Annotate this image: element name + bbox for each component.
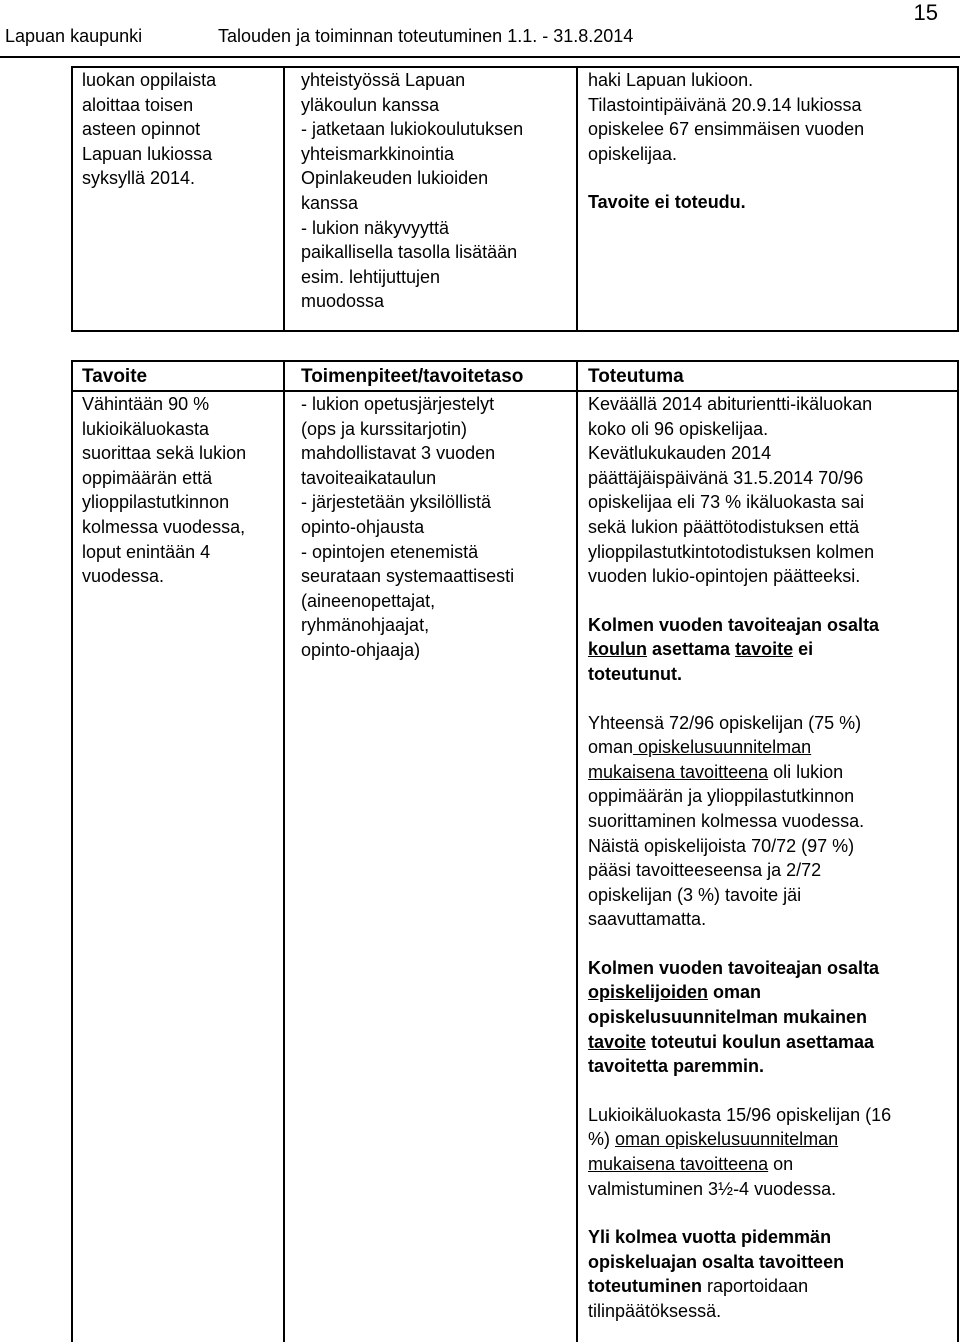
result-cell-continued: haki Lapuan lukioon. Tilastointipäivänä 20.9.14 lukiossa opiskelee 67 ensimmäisen vuoden opiskelijaa. Tavoite ei toteudu. xyxy=(588,68,864,215)
header-goal: Tavoite xyxy=(82,366,148,387)
result-paragraph-5: Lukioikäluokasta 15/96 opiskelijan (16 %) oman opiskelusuunnitelman mukaisena tavoitteena on valmistuminen 3½-4 vuodessa. xyxy=(588,1104,892,1199)
result-paragraph-1: Keväällä 2014 abiturientti-ikäluokan koko oli 96 opiskelijaa. Kevätlukukauden 2014 päättäjäispäivänä 31.5.2014 70/96 opiskelijaa eli 73 % ikäluokasta sai sekä lukion päättötodistuksen että ylioppilastutkintotodistuksen kolmen vuoden lukio-opintojen päätteeksi. xyxy=(588,394,875,587)
report-title: Talouden ja toiminnan toteutuminen 1.1. - 31.8.2014 xyxy=(218,26,634,46)
continued-table xyxy=(71,66,959,332)
header-actions: Toimenpiteet/tavoitetaso xyxy=(301,366,524,387)
header-result: Toteutuma xyxy=(588,366,684,387)
page-header xyxy=(0,0,960,58)
result-paragraph-2: Kolmen vuoden tavoiteajan osalta koulun asettama tavoite ei toteutunut. xyxy=(588,614,880,684)
goal-not-met-note: Tavoite ei toteudu. xyxy=(588,192,746,213)
result-paragraph-3: Yhteensä 72/96 opiskelijan (75 %) oman opiskelusuunnitelman mukaisena tavoitteena oli lukion oppimäärän ja ylioppilastutkinnon suorittaminen kolmessa vuodessa. Näistä opiskelijoista 70/72 (97 %) pääsi tavoitteeseensa ja 2/72 opiskelijan (3 %) tavoite jäi saavuttamatta. xyxy=(588,712,865,930)
goal-cell-continued: luokan oppilaista aloittaa toisen asteen opinnot Lapuan lukiossa syksyllä 2014. xyxy=(82,70,217,189)
goal-table xyxy=(71,360,959,1342)
actions-cell-continued: yhteistyössä Lapuan yläkoulun kanssa - jatketaan lukiokoulutuksen yhteismarkkinointia Opinlakeuden lukioiden kanssa - lukion näkyvyyttä paikallisella tasolla lisätään esim. lehtijuttujen muodossa xyxy=(301,70,524,312)
result-cell xyxy=(588,392,891,1324)
goal-cell: Vähintään 90 % lukioikäluokasta suorittaa sekä lukion oppimäärän että ylioppilastutkinnon kolmessa vuodessa, loput enintään 4 vuodessa. xyxy=(82,394,247,587)
organization-name: Lapuan kaupunki xyxy=(5,26,143,46)
result-paragraph-6: Yli kolmea vuotta pidemmän opiskeluajan osalta tavoitteen toteutuminen raportoidaan tilinpäätöksessä. xyxy=(588,1227,845,1321)
page-number: 15 xyxy=(913,0,938,25)
result-paragraph-4: Kolmen vuoden tavoiteajan osalta opiskelijoiden oman opiskelusuunnitelman mukainen tavoite toteutui koulun asettamaa tavoitetta paremmin. xyxy=(588,957,880,1077)
actions-cell: - lukion opetusjärjestelyt (ops ja kurssitarjotin) mahdollistavat 3 vuoden tavoiteaikataulun - järjestetään yksilöllistä opinto-ohjausta - opintojen etenemistä seurataan systemaattisesti (aineenopettajat, ryhmänohjaajat, opinto-ohjaaja) xyxy=(301,394,515,660)
